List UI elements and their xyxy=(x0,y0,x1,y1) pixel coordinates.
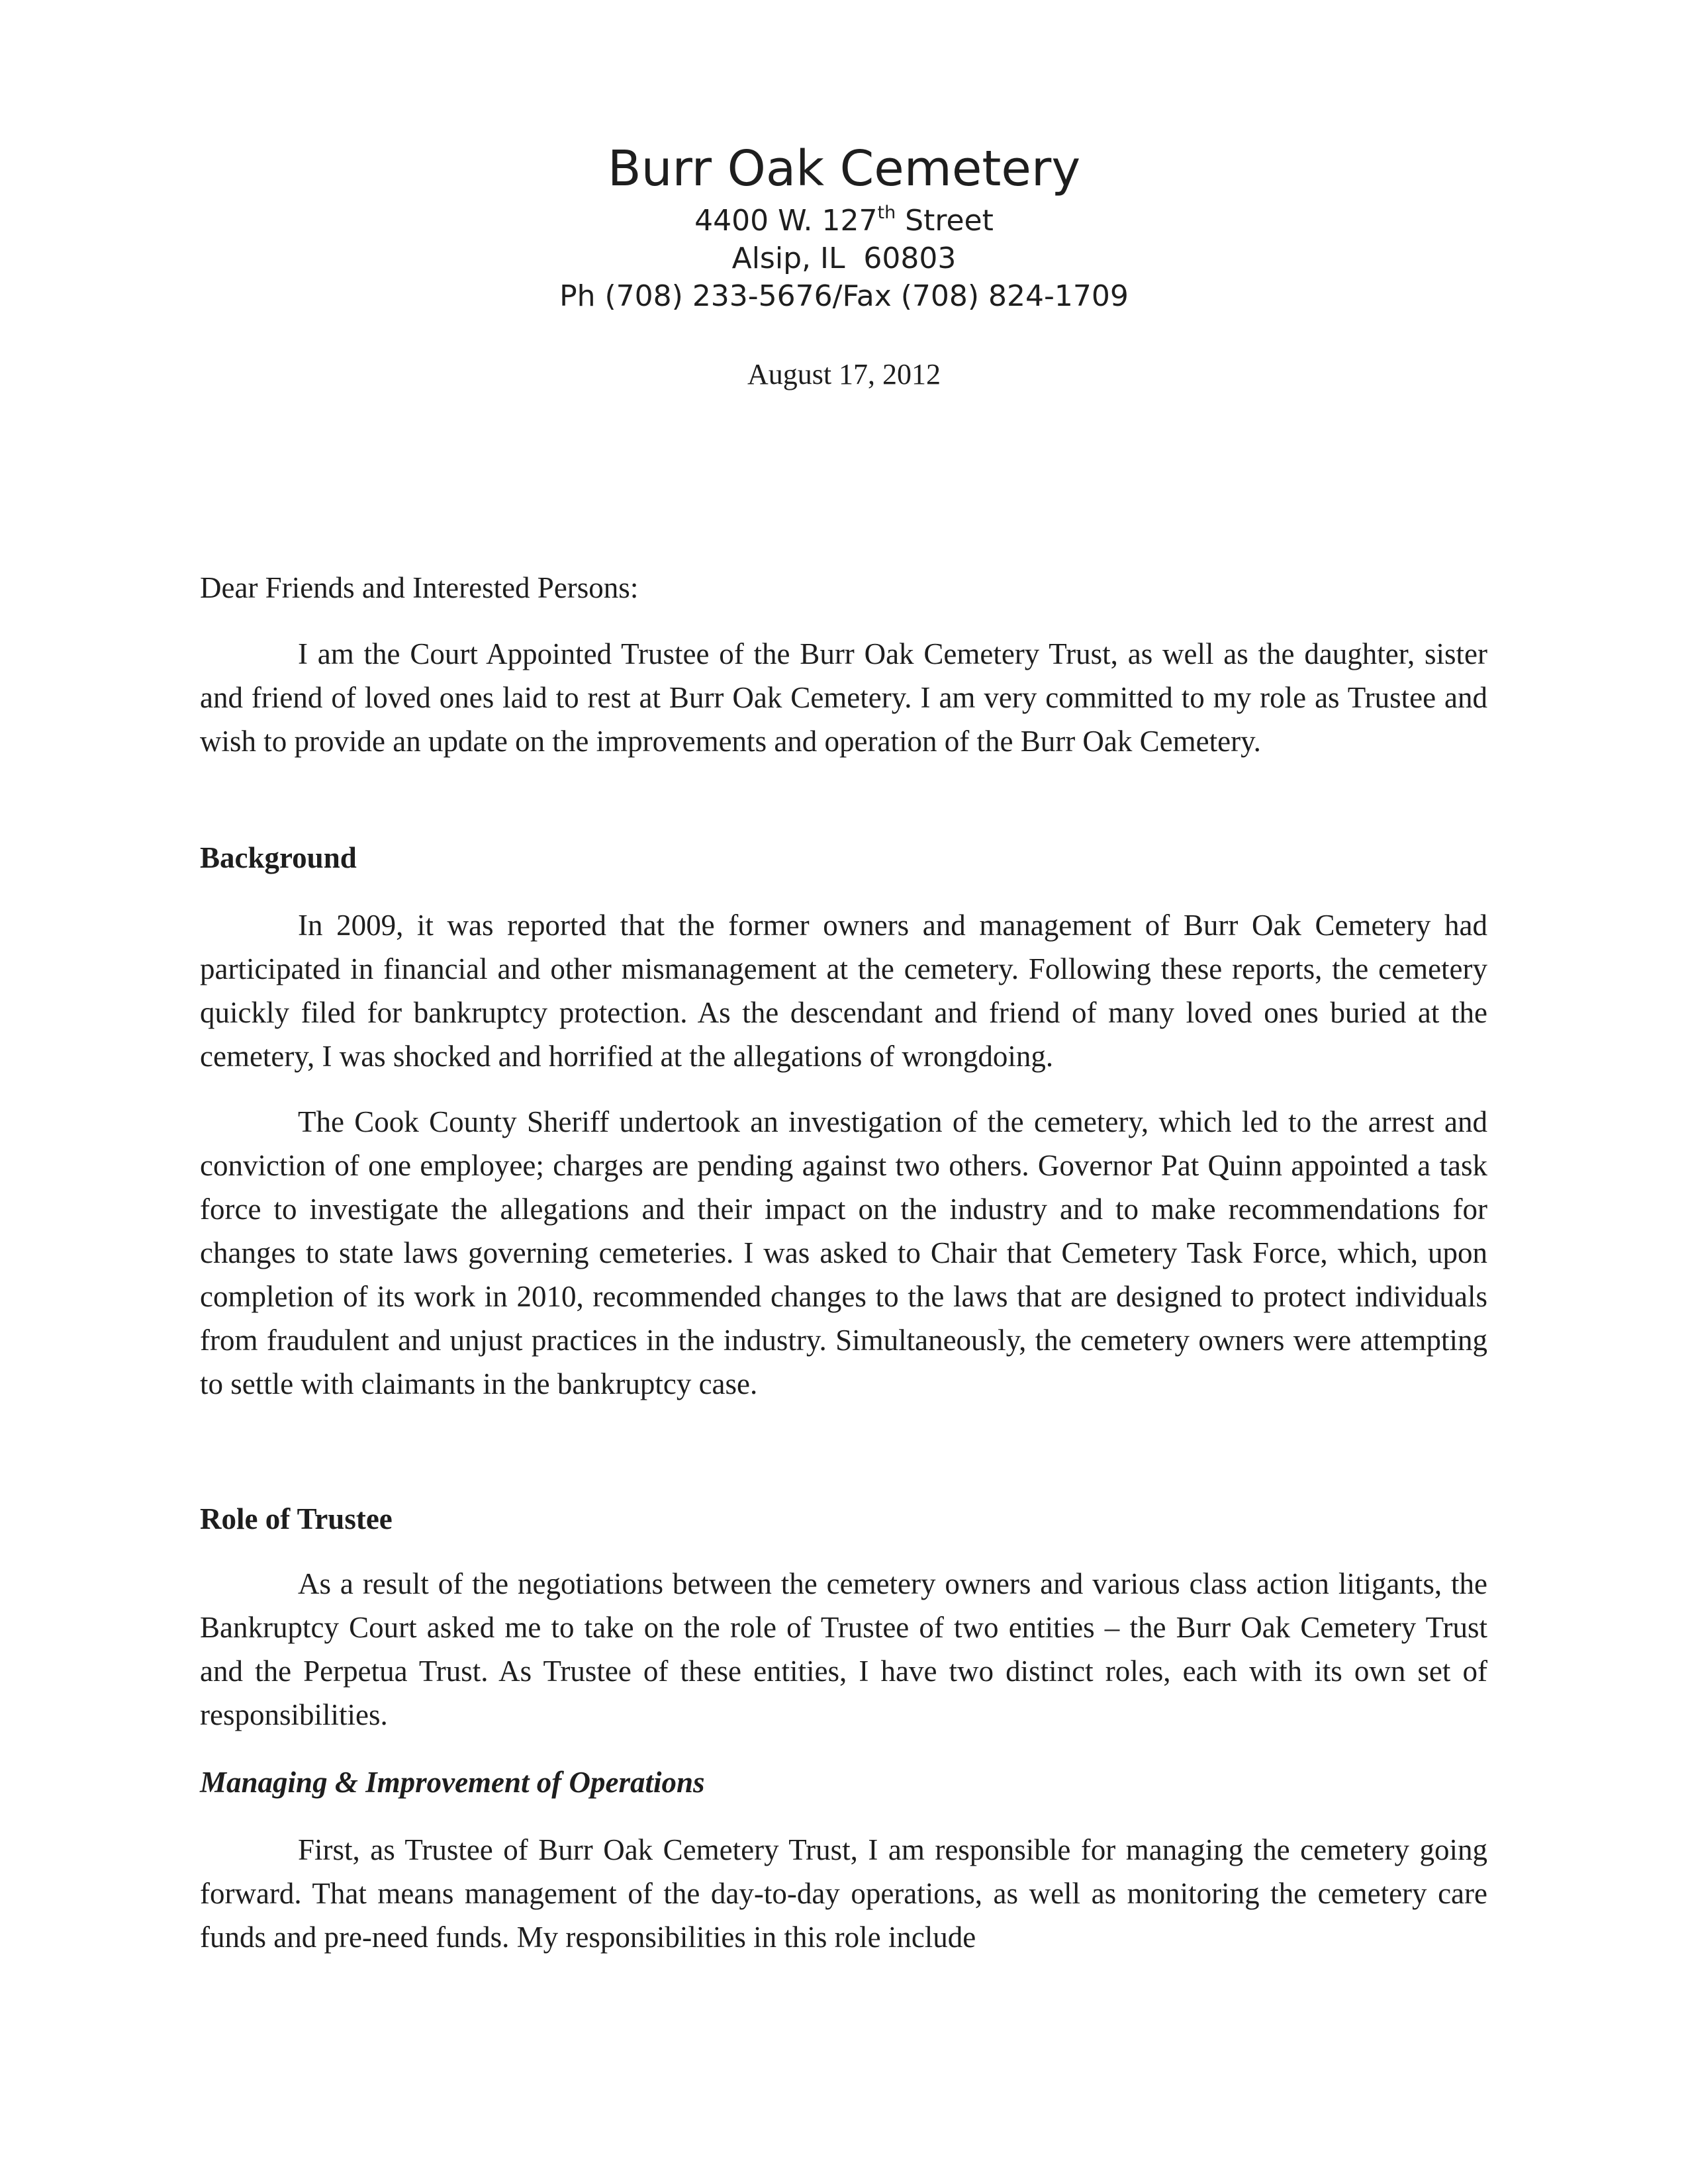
street-number: 4400 W. 127 xyxy=(694,204,878,238)
letterhead-name: Burr Oak Cemetery xyxy=(607,140,1081,197)
paragraph-background-2: The Cook County Sheriff undertook an investigation of the cemetery, which led to the arrest and conviction of one employee; charges are pending against two others. Governor Pat Quinn appointed a task force to investigate the allegations and their impact on the industry and to make recommendations for changes to state laws governing cemeteries. I was asked to Chair that Cemetery Task Force, which, upon completion of its work in 2010, recommended changes to the laws that are designed to protect individuals from fraudulent and unjust practices in the industry. Simultaneously, the cemetery owners were attempting to settle with claimants in the bankruptcy case. xyxy=(200,1105,1487,1400)
street-name: Street xyxy=(896,204,994,238)
paragraph-background-1: In 2009, it was reported that the former owners and management of Burr Oak Cemetery had participated in financial and other mismanagement at the cemetery. Following these reports, the cemetery quickly filed for bankruptcy protection. As the descendant and friend of many loved ones buried at the cemetery, I was shocked and horrified at the allegations of wrongdoing. xyxy=(200,909,1487,1073)
street-ordinal-suffix: th xyxy=(877,203,896,223)
letterhead-street xyxy=(0,203,1688,240)
letter-date: August 17, 2012 xyxy=(747,358,941,390)
paragraph-managing: First, as Trustee of Burr Oak Cemetery Trust, I am responsible for managing the cemetery going forward. That means management of the day-to-day operations, as well as monitoring the cemetery care funds and pre-need funds. My responsibilities in this role include xyxy=(200,1833,1487,1954)
salutation: Dear Friends and Interested Persons: xyxy=(200,571,639,604)
heading-background: Background xyxy=(200,841,357,874)
heading-managing-operations: Managing & Improvement of Operations xyxy=(200,1766,705,1799)
heading-role-of-trustee: Role of Trustee xyxy=(200,1502,393,1535)
letterhead-phone: Ph (708) 233-5676/Fax (708) 824-1709 xyxy=(559,279,1129,313)
letterhead-city: Alsip, IL 60803 xyxy=(731,242,957,275)
paragraph-intro: I am the Court Appointed Trustee of the Burr Oak Cemetery Trust, as well as the daughter, sister and friend of loved ones laid to rest at Burr Oak Cemetery. I am very committed to my role as Trustee and wish to provide an update on the improvements and operation of the Burr Oak Cemetery. xyxy=(200,637,1487,758)
paragraph-role: As a result of the negotiations between the cemetery owners and various class action litigants, the Bankruptcy Court asked me to take on the role of Trustee of two entities – the Burr Oak Cemetery Trust and the Perpetua Trust. As Trustee of these entities, I have two distinct roles, each with its own set of responsibilities. xyxy=(200,1567,1487,1731)
